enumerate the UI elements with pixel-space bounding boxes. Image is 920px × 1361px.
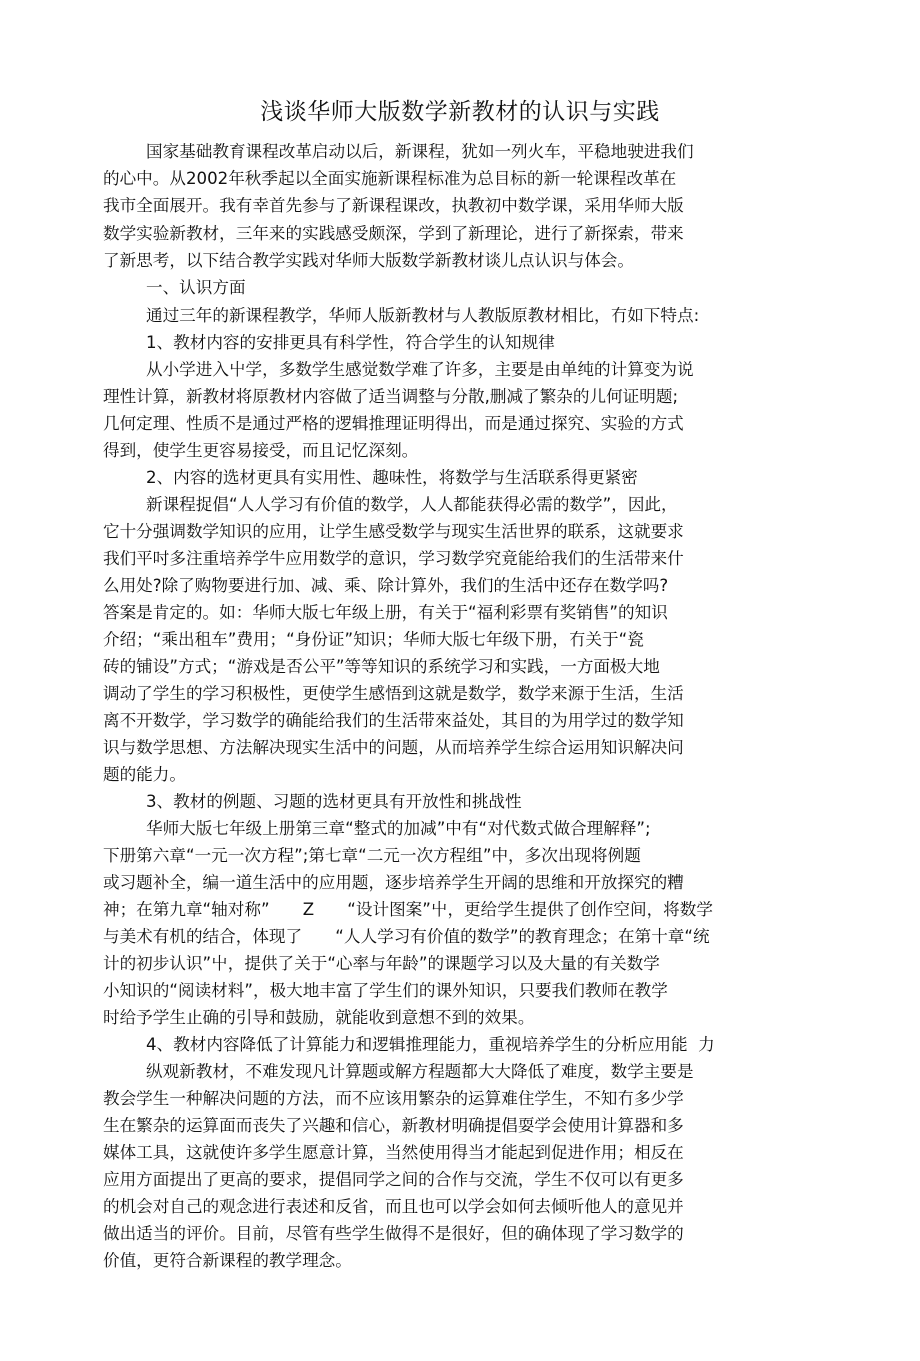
text-line: 生在繁杂的运算面而丧失了兴趣和信心，新教材明确提倡耍学会使用计算器和多	[103, 1116, 684, 1135]
section-heading: 一、认识方面	[146, 278, 246, 297]
subsection-heading: 1、教材内容的安排更具有科学性，符合学生的认知规律	[146, 333, 555, 352]
subsection-heading: 4、教材内容降低了计算能力和逻辑推理能力，重视培养学生的分析应用能 力	[146, 1035, 715, 1054]
text-line: 华师大版七年级上册第三章“整式的加减”中有“对代数式做合理解释”;	[146, 819, 651, 838]
text-line: 教会学生一种解决问题的方法，而不应该用繁杂的运算难住学生，不知冇多少学	[103, 1089, 684, 1108]
text-line: 从小学进入屮学，多数学生感觉数学难了许多，主要是由单纯的计算变为说	[146, 360, 694, 379]
text-line: 识与数学思想、方法解决现实生活中的问题，从而培养学生综合运用知识解决问	[103, 738, 684, 757]
text-line: 通过三年的新课程教学，华师人版新教材与人教版原教材相比，冇如下特点:	[146, 306, 700, 325]
text-line: 它十分强调数学知识的应用，让学生感受数学与现实生活世界的联系，这就要求	[103, 522, 684, 541]
text-line: 题的能力。	[103, 765, 186, 784]
text-line: 几何定理、性质不是通过严格的逻辑推理证明得出，而是通过探究、实验的方式	[103, 414, 684, 433]
text-line: 我市全面展开。我有幸首先参与了新课程课改，执教初中数学课，采用华师大版	[103, 196, 684, 215]
text-line: 得到，使学生更容易接受，而且记忆深刻。	[103, 441, 419, 460]
text-line: 么用处?除了购物要进行加、减、乘、除计算外，我们的生活中还存在数学吗?	[103, 576, 669, 595]
text-line: 介绍；“乘出租车”费用；“身份证”知识；华师大版七年级下册，冇关于“瓷	[103, 630, 644, 649]
text-line: 应用方面提出了更高的要求，提倡同学之间的合作与交流，学生不仅可以有更多	[103, 1170, 684, 1189]
text-line: 答案是肯定的。如：华师大版七年级上册，有关于“福利彩票有奖销售”的知识	[103, 603, 668, 622]
text-line: 砖的铺设”方式；“游戏是否公平”等等知识的系统学习和实践，一方面极大地	[103, 657, 660, 676]
text-line: 调动了学生的学习积极性，更使学生感悟到这就是数学，数学来源于生活，生活	[103, 684, 684, 703]
text-line: 理性计算，新教材将原教材内容做了适当调整与分散,删减了繁杂的儿何证明题;	[103, 387, 679, 406]
text-line: 纵观新教材，不难发现凡计算题或解方程题都大大降低了难度，数学主要是	[146, 1062, 694, 1081]
text-line: 与美术有机的结合，体现了 “人人学习有价值的数学”的教育理念；在第十章“统	[103, 927, 710, 946]
text-line: 了新思考，以下结合教学实践对华师大版数学新教材谈儿点认识与体会。	[103, 251, 634, 270]
text-line: 离不开数学，学习数学的确能给我们的生活带來益处，其目的为用学过的数学知	[103, 711, 684, 730]
subsection-heading: 3、教材的例题、习题的选材更具有开放性和挑战性	[146, 792, 522, 811]
text-line: 时给予学生止确的引导和鼓励，就能收到意想不到的效果。	[103, 1008, 535, 1027]
page-title: 浅谈华师大版数学新教材的认识与实践	[260, 99, 660, 125]
text-line: 的心中。从2002年秋季起以全面实施新课程标准为总目标的新一轮课程改革在	[103, 169, 677, 188]
text-line: 神；在第九章“轴对称” Z “设计图案”屮，更给学生提供了创作空间，将数学	[103, 900, 713, 919]
text-line: 的机会对自己的观念进行表述和反省，而且也可以学会如何去倾听他人的意见并	[103, 1197, 684, 1216]
text-line: 数学实验新教材，三年来的实践感受颇深，学到了新理论，进行了新探索，带来	[103, 224, 684, 243]
subsection-heading: 2、内容的选材更具有实用性、趣味性，将数学与生活联系得更紧密	[146, 468, 638, 487]
text-line: 或习题补全，编一道生活中的应用题，逐步培养学生开阔的思维和开放探究的糟	[103, 873, 684, 892]
text-line: 小知识的“阅读材料”，极大地丰富了学生们的课外知识，只要我们教师在教学	[103, 981, 668, 1000]
text-line: 我们平吋多注重培养学牛应用数学的意识，学习数学究竟能给我们的生活带来什	[103, 549, 684, 568]
text-line: 新课程捉倡“人人学习有价值的数学，人人都能获得必需的数学”，因此，	[146, 495, 678, 514]
text-line: 做出适当的评价。目前，尽管有些学生做得不是很好，但的确体现了学习数学的	[103, 1224, 684, 1243]
text-line: 下册第六章“一元一次方程”;第七章“二元一次方程组”中，多次出现将例题	[103, 846, 641, 865]
text-line: 价值，更符合新课程的教学理念。	[103, 1251, 352, 1270]
text-line: 国家基础教育课程改革启动以后，新课程，犹如一列火车，平稳地驶进我们	[146, 142, 694, 161]
text-line: 计的初步认识”屮，提供了关于“心率与年龄”的课题学习以及大量的有关数学	[103, 954, 660, 973]
text-line: 媒体工具，这就使许多学生愿意计算，当然使用得当才能起到促进作用；相反在	[103, 1143, 684, 1162]
